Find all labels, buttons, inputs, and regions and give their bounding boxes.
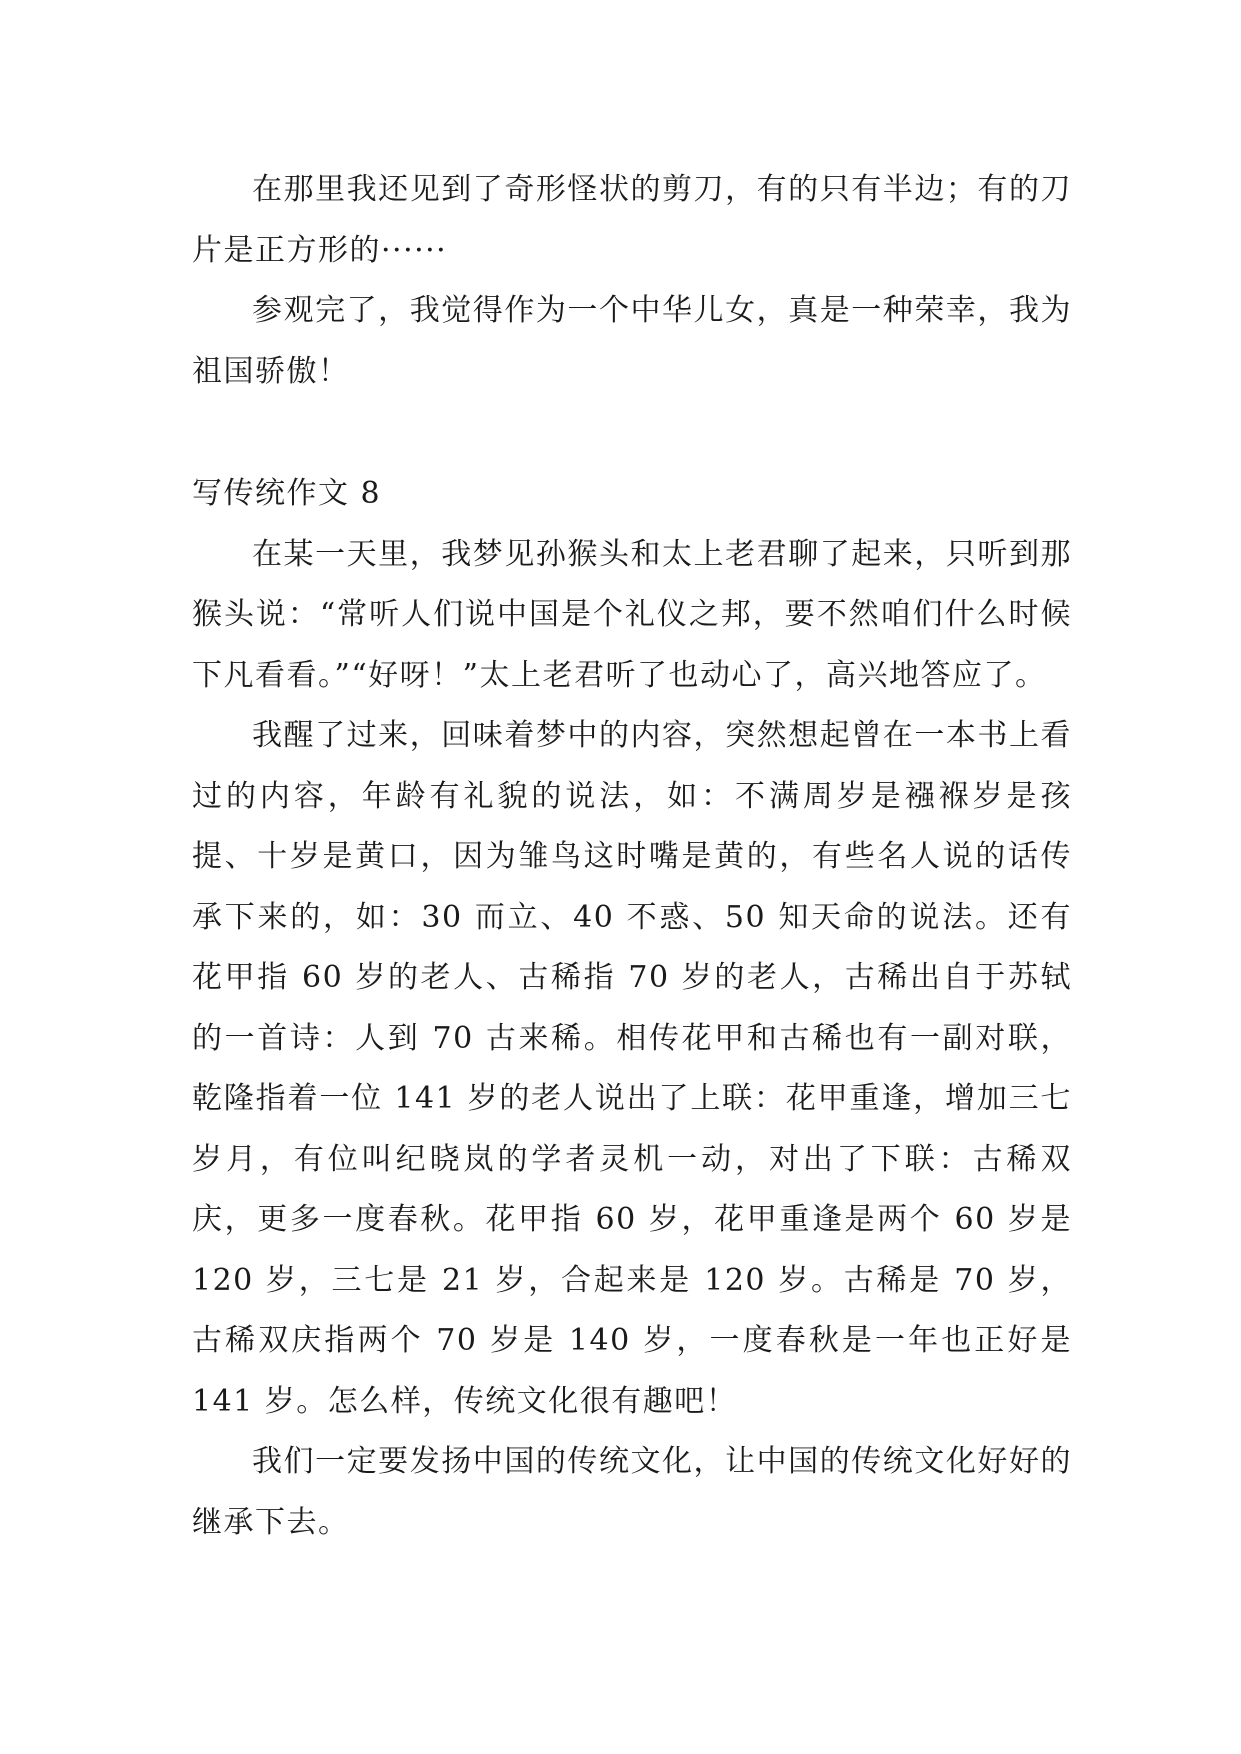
paragraph-age-names: 我醒了过来，回味着梦中的内容，突然想起曾在一本书上看过的内容，年龄有礼貌的说法，如：不满周岁是襁褓岁是孩提、十岁是黄口，因为雏鸟这时嘴是黄的，有些名人说的话传承下来的，如：30 而立、40 不惑、50 知天命的说法。还有花甲指 60 岁的老人、古稀指 70 岁的老人，古稀出自于苏轼的一首诗：人到 70 古来稀。相传花甲和古稀也有一副对联，乾隆指着一位 141 岁的老人说出了上联：花甲重逢，增加三七岁月，有位叫纪晓岚的学者灵机一动，对出了下联：古稀双庆，更多一度春秋。花甲指 60 岁，花甲重逢是两个 60 岁是 120 岁，三七是 21 岁，合起来是 120 岁。古稀是 70 岁，古稀双庆指两个 70 岁是 140 岁，一度春秋是一年也正好是 141 岁。怎么样，传统文化很有趣吧！ — [192, 718, 1072, 1419]
paragraph-scissors: 在那里我还见到了奇形怪状的剪刀，有的只有半边；有的刀片是正方形的······ — [192, 172, 1072, 268]
paragraph-conclusion: 我们一定要发扬中国的传统文化，让中国的传统文化好好的继承下去。 — [192, 1444, 1072, 1540]
paragraph-dream: 在某一天里，我梦见孙猴头和太上老君聊了起来，只听到那猴头说：“常听人们说中国是个礼仪之邦，要不然咱们什么时候下凡看看。”“好呀！”太上老君听了也动心了，高兴地答应了。 — [192, 536, 1072, 693]
document-page — [192, 160, 1072, 1553]
paragraph-visit-end: 参观完了，我觉得作为一个中华儿女，真是一种荣幸，我为祖国骄傲！ — [192, 293, 1072, 389]
section-title: 写传统作文 8 — [192, 476, 382, 511]
